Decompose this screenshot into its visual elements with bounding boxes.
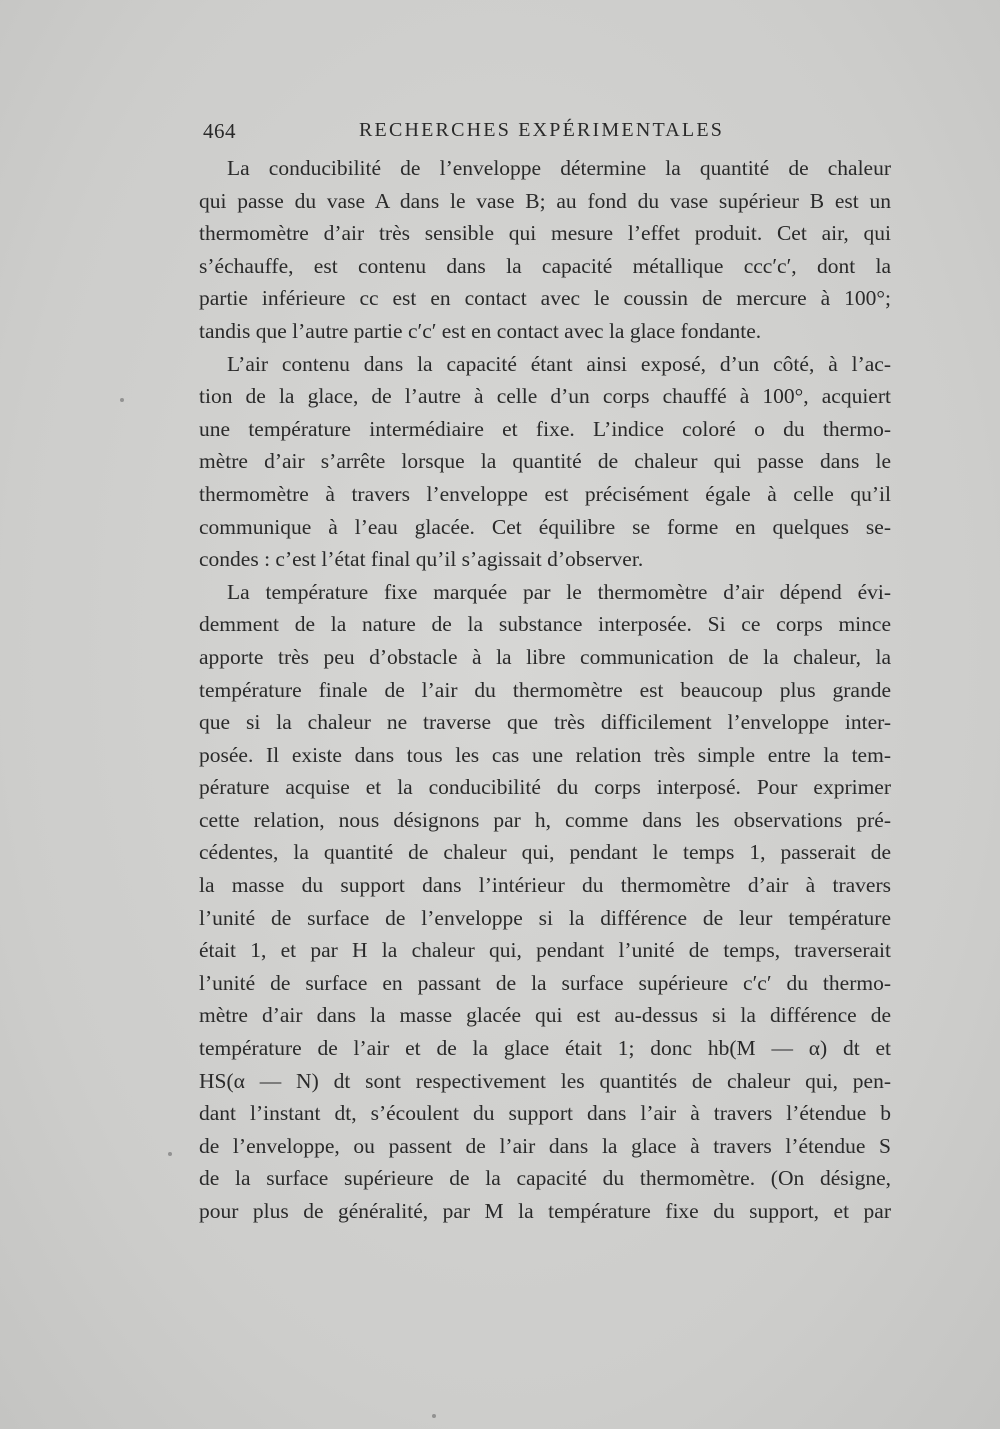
- text-line: la masse du support dans l’intérieur du thermomètre d’air à travers: [199, 873, 891, 898]
- text-line: cédentes, la quantité de chaleur qui, pendant le temps 1, passerait de: [199, 840, 891, 865]
- text-line: une température intermédiaire et fixe. L’indice coloré o du thermo-: [199, 416, 891, 441]
- text-line: demment de la nature de la substance interposée. Si ce corps mince: [199, 612, 891, 637]
- text-line: pérature acquise et la conducibilité du corps interposé. Pour exprimer: [199, 775, 891, 800]
- text-line: l’unité de surface en passant de la surface supérieure c′c′ du thermo-: [199, 970, 891, 995]
- paper-speck: [120, 398, 124, 402]
- text-line: HS(α — N) dt sont respectivement les quantités de chaleur qui, pen-: [199, 1068, 891, 1093]
- text-line: de l’enveloppe, ou passent de l’air dans la glace à travers l’étendue S: [199, 1133, 891, 1158]
- text-line: mètre d’air s’arrête lorsque la quantité de chaleur qui passe dans le: [199, 449, 891, 474]
- text-line: communique à l’eau glacée. Cet équilibre se forme en quelques se-: [199, 514, 891, 539]
- text-line: que si la chaleur ne traverse que très difficilement l’enveloppe inter-: [199, 710, 891, 735]
- text-line: condes : c’est l’état final qu’il s’agissait d’observer.: [199, 547, 644, 572]
- text-line: de la surface supérieure de la capacité du thermomètre. (On désigne,: [199, 1166, 891, 1191]
- text-line: L’air contenu dans la capacité étant ainsi exposé, d’un côté, à l’ac-: [227, 351, 891, 376]
- text-line: température de l’air et de la glace était 1; donc hb(M — α) dt et: [199, 1036, 891, 1061]
- text-line: température finale de l’air du thermomètre est beaucoup plus grande: [199, 677, 891, 702]
- text-line: s’échauffe, est contenu dans la capacité métallique ccc′c′, dont la: [199, 253, 891, 278]
- paper-speck: [432, 1414, 436, 1418]
- text-line: thermomètre d’air très sensible qui mesure l’effet produit. Cet air, qui: [199, 221, 891, 246]
- text-line: était 1, et par H la chaleur qui, pendant l’unité de temps, traverserait: [199, 938, 891, 963]
- body-text: [199, 152, 891, 1228]
- text-line: posée. Il existe dans tous les cas une relation très simple entre la tem-: [199, 742, 891, 767]
- text-line: tandis que l’autre partie c′c′ est en contact avec la glace fondante.: [199, 318, 762, 343]
- page-number: 464: [203, 119, 236, 143]
- paper-speck: [168, 1152, 172, 1156]
- text-line: pour plus de généralité, par M la température fixe du support, et par: [199, 1199, 891, 1223]
- text-line: dant l’instant dt, s’écoulent du support dans l’air à travers l’étendue b: [199, 1101, 891, 1126]
- running-title: RECHERCHES EXPÉRIMENTALES: [359, 119, 725, 141]
- text-line: tion de la glace, de l’autre à celle d’un corps chauffé à 100°, acquiert: [199, 384, 891, 409]
- text-line: La température fixe marquée par le thermomètre d’air dépend évi-: [227, 579, 891, 604]
- text-line: apporte très peu d’obstacle à la libre communication de la chaleur, la: [199, 644, 891, 669]
- text-line: mètre d’air dans la masse glacée qui est au-dessus si la différence de: [199, 1003, 891, 1028]
- text-line: thermomètre à travers l’enveloppe est précisément égale à celle qu’il: [199, 481, 891, 506]
- page-header: [203, 119, 893, 151]
- text-line: partie inférieure cc est en contact avec le coussin de mercure à 100°;: [199, 286, 891, 311]
- text-line: cette relation, nous désignons par h, comme dans les observations pré-: [199, 807, 891, 832]
- text-line: La conducibilité de l’enveloppe détermine la quantité de chaleur: [227, 156, 891, 180]
- text-line: l’unité de surface de l’enveloppe si la différence de leur température: [199, 905, 891, 930]
- text-line: qui passe du vase A dans le vase B; au fond du vase supérieur B est un: [199, 188, 891, 213]
